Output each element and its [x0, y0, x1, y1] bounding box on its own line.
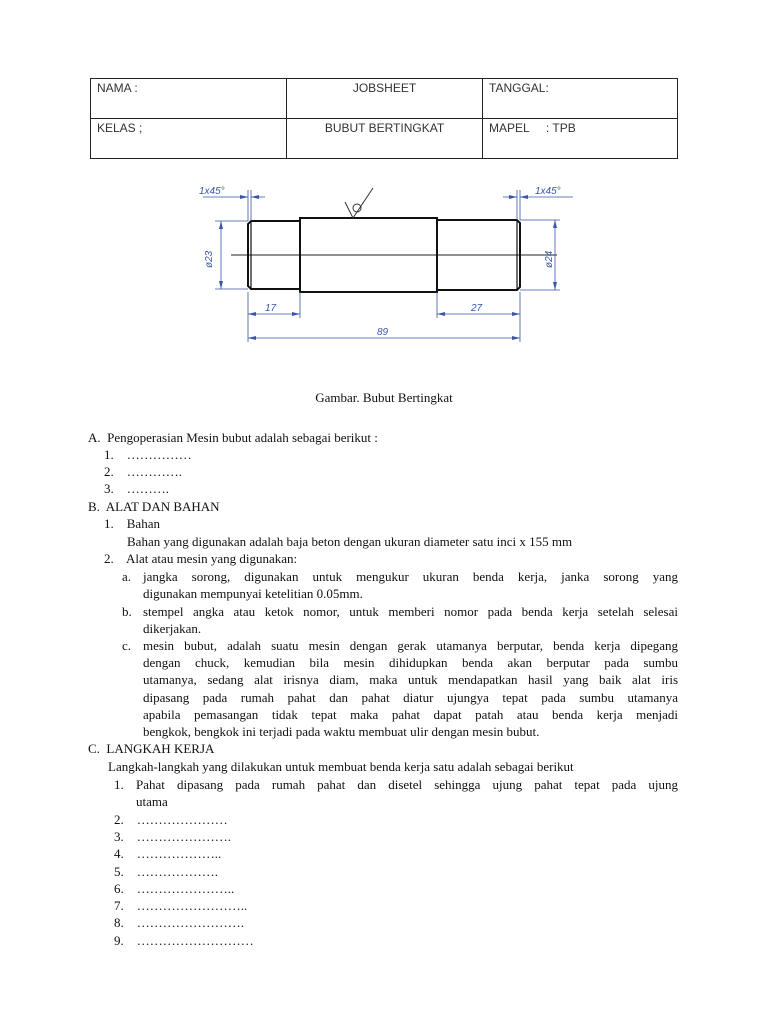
list-item: 2. …………………	[114, 812, 228, 827]
step-1-label: 1.	[114, 777, 124, 792]
nama-cell: NAMA :	[91, 79, 287, 119]
item-a-line2: digunakan mempunyai ketelitian 0.05mm.	[143, 586, 363, 601]
len-total-label: 89	[377, 327, 389, 338]
list-item: 8. …………………….	[114, 915, 244, 930]
item-b-label: b.	[122, 604, 132, 619]
item-b-line1: stempel angka atau ketok nomor, untuk memberi nomor pada benda kerja setelah selesai	[143, 604, 678, 619]
list-item: 1. ……………	[104, 447, 192, 462]
section-a-title: A. Pengoperasian Mesin bubut adalah sebagai berikut :	[88, 430, 378, 445]
chamfer-left-label: 1x45°	[199, 186, 225, 197]
list-item: 3. ………………….	[114, 829, 231, 844]
item-a-label: a.	[122, 569, 132, 584]
langkah-intro: Langkah-langkah yang dilakukan untuk membuat benda kerja satu adalah sebagai berikut	[108, 759, 574, 774]
item-c-line1: mesin bubut, adalah suatu mesin dengan gerak utamanya berputar, benda kerja dipegang	[143, 638, 678, 653]
jobsheet-cell: JOBSHEET	[287, 79, 483, 119]
figure-caption: Gambar. Bubut Bertingkat	[315, 390, 453, 405]
item-c-line6: bengkok, bengkok ini terjadi pada waktu membuat ulir dengan mesin bubut.	[143, 724, 540, 739]
alat-heading: 2. Alat atau mesin yang digunakan:	[104, 551, 298, 566]
step-1-line1: Pahat dipasang pada rumah pahat dan disetel sehingga ujung pahat tepat pada ujung	[136, 777, 678, 792]
bahan-heading: 1. Bahan	[104, 516, 160, 531]
chamfer-right-label: 1x45°	[535, 186, 561, 197]
item-c-line3: utamanya, sedang alat irisnya diam, maka untuk mendapatkan hasil yang baik alat iris	[143, 672, 678, 687]
len-right-label: 27	[471, 303, 483, 314]
judul-cell: BUBUT BERTINGKAT	[287, 119, 483, 159]
list-item: 3. ……….	[104, 481, 169, 496]
list-item: 2. ………….	[104, 464, 182, 479]
list-item: 7. ……………………..	[114, 898, 248, 913]
len-left-label: 17	[265, 303, 277, 314]
mapel-cell: MAPEL : TPB	[483, 119, 678, 159]
bahan-text: Bahan yang digunakan adalah baja beton dengan ukuran diameter satu inci x 155 mm	[127, 534, 573, 549]
header-table	[90, 78, 678, 159]
step-1-line2: utama	[136, 794, 168, 809]
item-b-line2: dikerjakan.	[143, 621, 202, 636]
item-c-line2: dengan chuck, kemudian bila mesin dihidupkan benda akan berputar pada sumbu	[143, 655, 678, 670]
section-c-title: C. LANGKAH KERJA	[88, 741, 215, 756]
dia-right-label: ø24	[544, 250, 555, 268]
section-b-title: B. ALAT DAN BAHAN	[88, 499, 220, 514]
item-a-line1: jangka sorong, digunakan untuk mengukur ukuran benda kerja, janka sorong yang	[143, 569, 678, 584]
surface-finish-symbol	[345, 188, 373, 218]
kelas-cell: KELAS ;	[91, 119, 287, 159]
list-item: 5. ……………….	[114, 864, 218, 879]
item-c-line5: apabila pemasangan tidak tepat maka pahat dapat patah atau benda kerja menjadi	[143, 707, 678, 722]
shaft-drawing	[195, 180, 575, 350]
item-c-label: c.	[122, 638, 132, 653]
list-item: 9. ………………………	[114, 933, 254, 948]
tanggal-cell: TANGGAL:	[483, 79, 678, 119]
list-item: 4. ………………..	[114, 846, 222, 861]
dia-left-label: ø23	[204, 250, 215, 268]
list-item: 6. …………………..	[114, 881, 235, 896]
item-c-line4: dipasang pada rumah pahat dan pahat diatur ujungya tepat pada sumbu utamanya	[143, 690, 678, 705]
